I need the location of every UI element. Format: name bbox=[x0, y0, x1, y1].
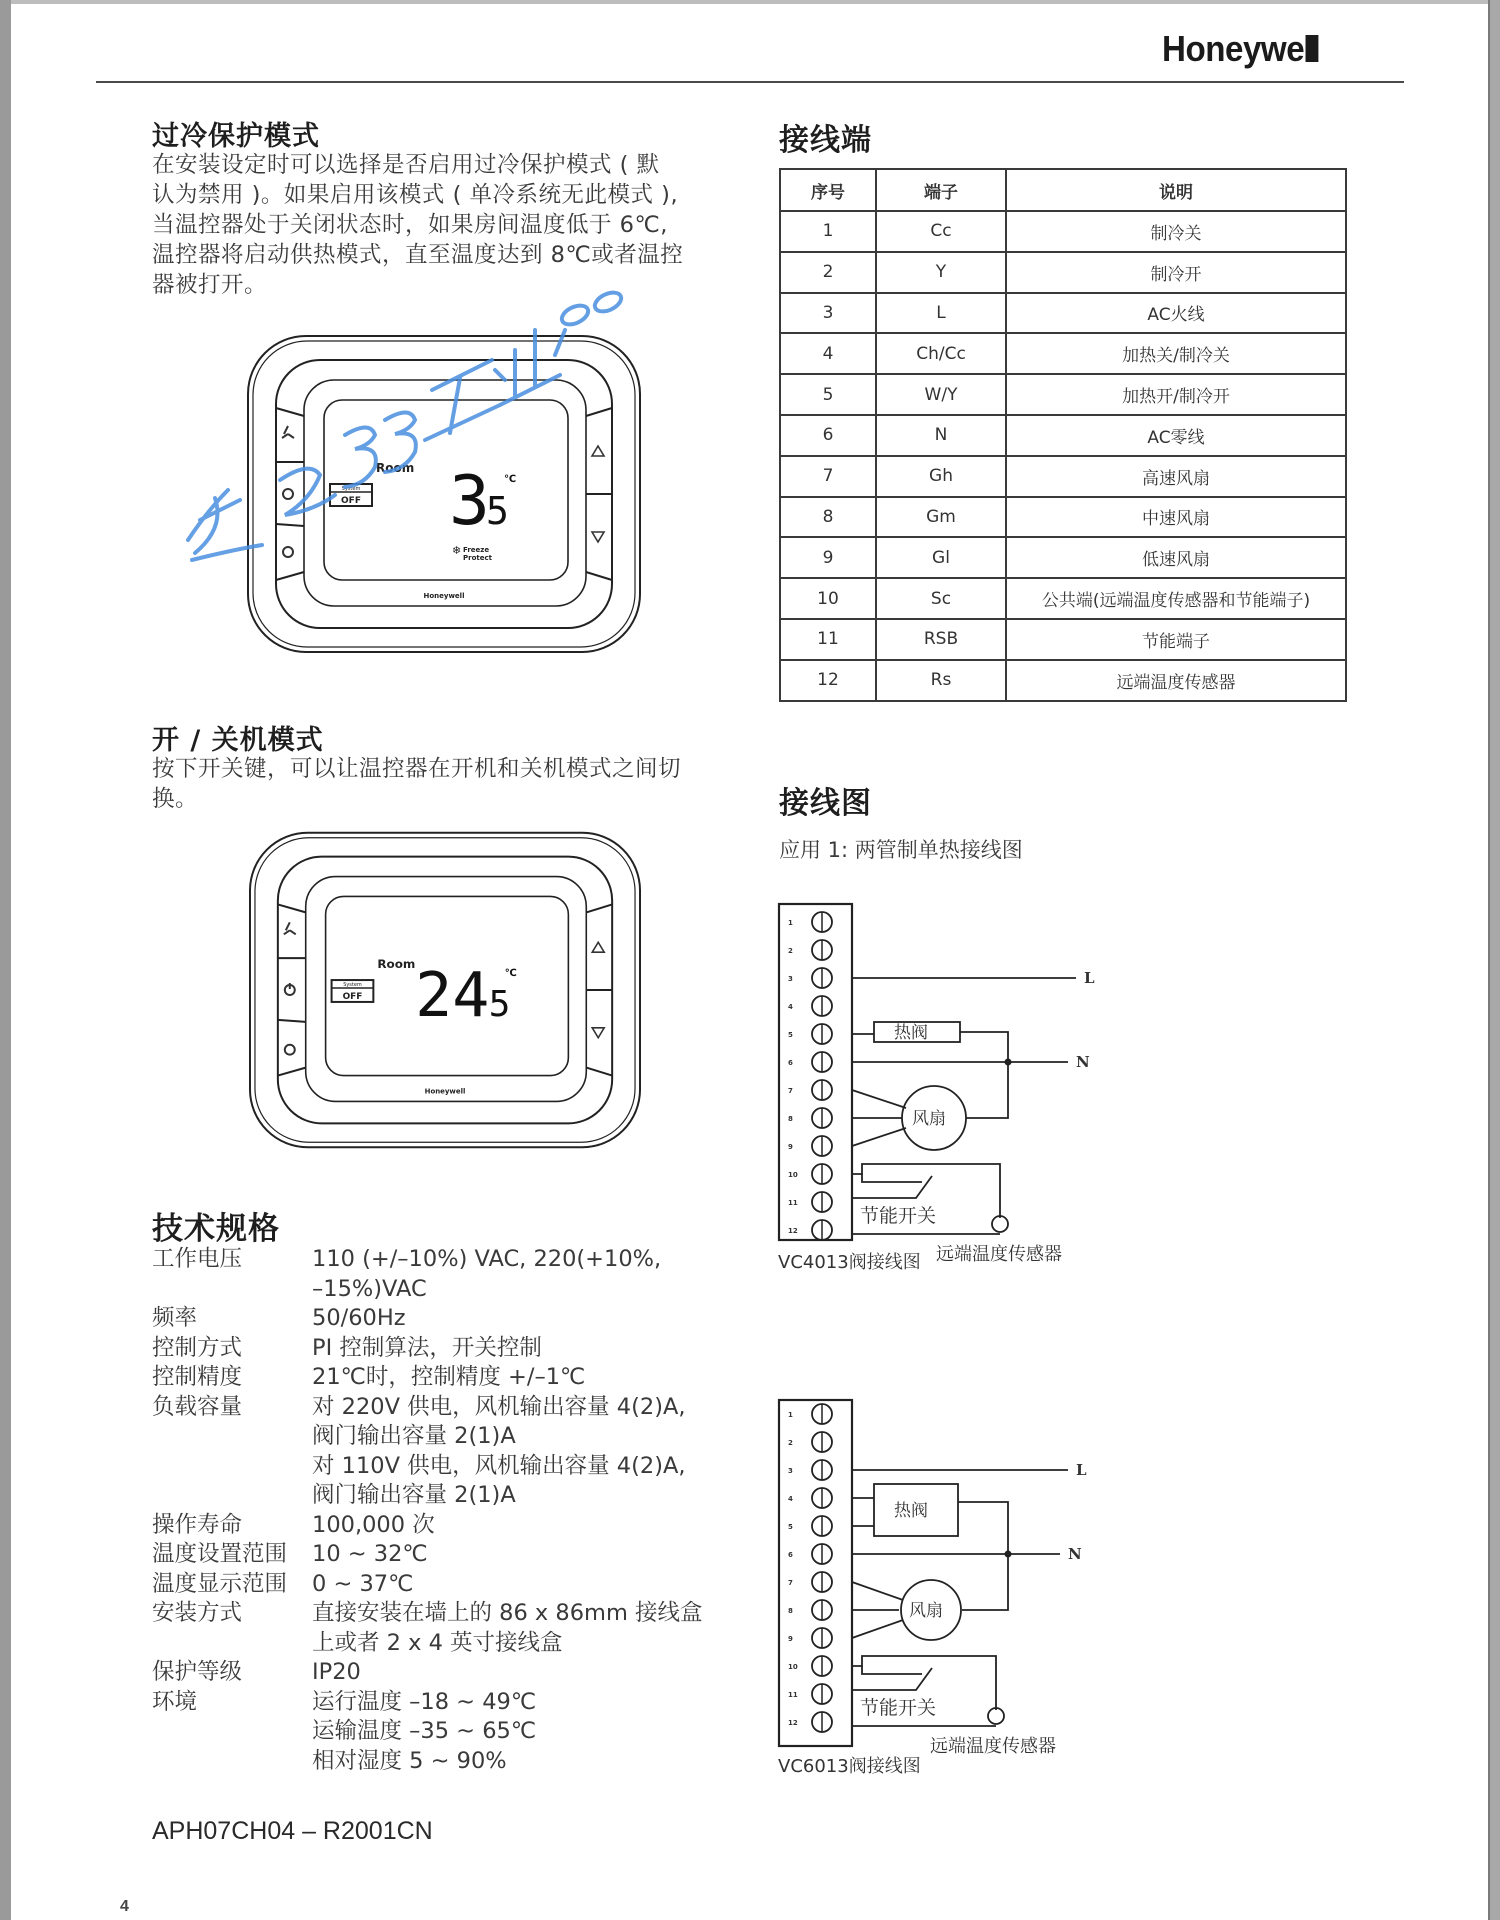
terminal-number: 4 bbox=[788, 1495, 793, 1503]
label-N: N bbox=[1068, 1545, 1082, 1563]
spec-row bbox=[152, 1363, 703, 1393]
spec-value-line: –15%)VAC bbox=[312, 1275, 427, 1302]
junction-dot bbox=[1005, 1551, 1012, 1558]
cell-index: 10 bbox=[780, 578, 876, 619]
spec-value bbox=[312, 1304, 406, 1334]
label-L: L bbox=[1084, 969, 1095, 987]
energy-switch-label: 节能开关 bbox=[860, 1205, 937, 1227]
spec-value bbox=[312, 1334, 542, 1364]
cell-index: 5 bbox=[780, 374, 876, 415]
terminal-number: 3 bbox=[788, 1467, 793, 1475]
spec-row bbox=[152, 1393, 703, 1511]
spec-value bbox=[312, 1393, 686, 1511]
spec-value-line: 0 ~ 37℃ bbox=[312, 1570, 414, 1597]
diagram-caption: VC4013阀接线图 bbox=[778, 1252, 921, 1273]
table-row bbox=[780, 374, 1346, 415]
body-line: 认为禁用 )。如果启用该模式 ( 单冷系统无此模式 ), bbox=[152, 182, 679, 208]
column-header-terminal: 端子 bbox=[876, 169, 1006, 211]
spec-value-line: 21℃时，控制精度 +/–1℃ bbox=[312, 1364, 586, 1390]
cell-terminal: Y bbox=[876, 252, 1006, 293]
terminal-number: 3 bbox=[788, 975, 793, 983]
table-row bbox=[780, 619, 1346, 660]
wires bbox=[852, 978, 1076, 1234]
lcd-screen bbox=[324, 400, 568, 580]
freeze-icon: ❄ bbox=[452, 544, 462, 557]
wiring-subtitle: 应用 1: 两管制单热接线图 bbox=[779, 838, 1023, 862]
freeze-protect-title: 过冷保护模式 bbox=[152, 121, 320, 152]
fan-label: 风扇 bbox=[912, 1109, 946, 1129]
remote-sensor-label: 远端温度传感器 bbox=[930, 1736, 1056, 1757]
spec-key: 安装方式 bbox=[152, 1600, 243, 1626]
spec-row bbox=[152, 1599, 703, 1658]
junction-dot bbox=[1005, 1059, 1012, 1066]
page-number: 4 bbox=[120, 1898, 129, 1915]
energy-switch-label: 节能开关 bbox=[860, 1697, 937, 1719]
remote-sensor-icon bbox=[988, 1708, 1004, 1724]
terminal-number: 8 bbox=[788, 1607, 793, 1615]
down-arrow-icon[interactable] bbox=[592, 532, 604, 542]
terminal-number: 9 bbox=[788, 1143, 793, 1151]
terminal-number: 12 bbox=[788, 1227, 798, 1235]
cell-description: 加热开/制冷开 bbox=[1006, 374, 1346, 415]
terminal-number: 10 bbox=[788, 1663, 798, 1671]
viewer-top-border bbox=[0, 0, 1500, 4]
terminal-number: 12 bbox=[788, 1719, 798, 1727]
spec-value bbox=[312, 1658, 361, 1688]
honeywell-logo bbox=[1162, 28, 1318, 70]
temp-decimal: 5 bbox=[486, 489, 509, 533]
terminal-number: 5 bbox=[788, 1523, 793, 1531]
terminal-number: 2 bbox=[788, 947, 793, 955]
label-N: N bbox=[1076, 1053, 1090, 1071]
table-row bbox=[780, 211, 1346, 252]
specs-title: 技术规格 bbox=[152, 1211, 280, 1247]
mode-button-icon bbox=[283, 489, 293, 499]
spec-value-line: 100,000 次 bbox=[312, 1511, 435, 1538]
fan-label: 风扇 bbox=[909, 1601, 943, 1621]
room-label: Room bbox=[376, 461, 415, 475]
body-line: 在安装设定时可以选择是否启用过冷保护模式 ( 默 bbox=[152, 152, 660, 178]
remote-sensor-icon bbox=[992, 1216, 1008, 1232]
power-button-icon bbox=[285, 983, 295, 995]
spec-value bbox=[312, 1245, 661, 1304]
spec-value-line: 上或者 2 x 4 英寸接线盒 bbox=[312, 1629, 563, 1656]
wiring-diagram-vc4013 bbox=[776, 900, 1106, 1290]
cell-index: 11 bbox=[780, 619, 876, 660]
spec-key: 工作电压 bbox=[152, 1246, 243, 1272]
cell-index: 8 bbox=[780, 497, 876, 538]
logo-block bbox=[1305, 35, 1318, 62]
viewer-scrollbar[interactable] bbox=[1488, 0, 1500, 1920]
cell-index: 6 bbox=[780, 415, 876, 456]
cell-index: 4 bbox=[780, 333, 876, 374]
cell-description: 公共端(远端温度传感器和节能端子) bbox=[1006, 578, 1346, 619]
brand-text: Honeywe bbox=[1162, 28, 1305, 69]
cell-description: 低速风扇 bbox=[1006, 537, 1346, 578]
spec-value-line: 50/60Hz bbox=[312, 1305, 406, 1331]
viewer-left-border bbox=[0, 0, 11, 1920]
spec-value-line: 运输温度 –35 ~ 65℃ bbox=[312, 1718, 537, 1744]
spec-row bbox=[152, 1304, 703, 1334]
cell-description: AC火线 bbox=[1006, 293, 1346, 334]
cell-description: 中速风扇 bbox=[1006, 497, 1346, 538]
temp-unit: ℃ bbox=[504, 474, 517, 485]
system-label: System bbox=[343, 982, 362, 989]
column-header-description: 说明 bbox=[1006, 169, 1346, 211]
terminal-number: 11 bbox=[788, 1199, 798, 1207]
spec-value-line: 对 220V 供电，风机输出容量 4(2)A, bbox=[312, 1393, 686, 1420]
terminal-number: 9 bbox=[788, 1635, 793, 1643]
spec-key: 保护等级 bbox=[152, 1659, 243, 1685]
onoff-mode-body bbox=[152, 754, 681, 814]
cell-terminal: Gl bbox=[876, 537, 1006, 578]
terminal-number: 7 bbox=[788, 1087, 793, 1095]
table-row bbox=[780, 293, 1346, 334]
freeze-protect-body bbox=[152, 150, 683, 300]
spec-value-line: 10 ~ 32℃ bbox=[312, 1541, 428, 1567]
table-row bbox=[780, 456, 1346, 497]
spec-row bbox=[152, 1570, 703, 1600]
header-rule bbox=[96, 81, 1404, 83]
temp-main: 3 bbox=[449, 462, 490, 541]
cell-description: 加热关/制冷关 bbox=[1006, 333, 1346, 374]
cell-terminal: Cc bbox=[876, 211, 1006, 252]
outer-bezel bbox=[248, 336, 640, 652]
terminal-number: 5 bbox=[788, 1031, 793, 1039]
table-row bbox=[780, 578, 1346, 619]
temp-unit: ℃ bbox=[504, 968, 517, 980]
specs-list bbox=[152, 1245, 703, 1776]
cell-description: 制冷开 bbox=[1006, 252, 1346, 293]
terminal-number: 8 bbox=[788, 1115, 793, 1123]
table-row bbox=[780, 497, 1346, 538]
cell-terminal: Gm bbox=[876, 497, 1006, 538]
valve-label: 热阀 bbox=[894, 1501, 928, 1521]
cell-description: 制冷关 bbox=[1006, 211, 1346, 252]
table-row bbox=[780, 660, 1346, 701]
spec-row bbox=[152, 1688, 703, 1777]
spec-value bbox=[312, 1540, 428, 1570]
cell-index: 9 bbox=[780, 537, 876, 578]
spec-value bbox=[312, 1599, 703, 1658]
terminal-number: 1 bbox=[788, 1411, 793, 1419]
protect-label: Protect bbox=[463, 554, 492, 562]
cell-description: 节能端子 bbox=[1006, 619, 1346, 660]
spec-key: 环境 bbox=[152, 1688, 198, 1715]
remote-sensor-label: 远端温度传感器 bbox=[936, 1244, 1062, 1265]
table-row bbox=[780, 537, 1346, 578]
spec-row bbox=[152, 1658, 703, 1688]
off-label: OFF bbox=[342, 991, 363, 1002]
power-button-icon bbox=[283, 547, 293, 557]
watermark-text: 楚乙羽工业oo bbox=[170, 270, 177, 271]
fan-button-icon bbox=[284, 922, 296, 934]
cell-index: 7 bbox=[780, 456, 876, 497]
up-arrow-icon[interactable] bbox=[592, 446, 604, 456]
thermostat-freeze-illustration bbox=[246, 334, 642, 654]
wiring-diagram-vc6013 bbox=[776, 1396, 1106, 1786]
terminal-number: 6 bbox=[788, 1551, 793, 1559]
body-line: 器被打开。 bbox=[152, 272, 268, 298]
terminal-number: 1 bbox=[788, 919, 793, 927]
mode-button-icon bbox=[285, 1045, 295, 1055]
device-brand: Honeywell bbox=[423, 592, 465, 600]
cell-terminal: N bbox=[876, 415, 1006, 456]
spec-value-line: 相对湿度 5 ~ 90% bbox=[312, 1747, 507, 1774]
thermostat-onoff-illustration bbox=[248, 830, 642, 1150]
spec-value-line: 直接安装在墙上的 86 x 86mm 接线盒 bbox=[312, 1600, 703, 1626]
spec-value bbox=[312, 1511, 435, 1541]
cell-terminal: Gh bbox=[876, 456, 1006, 497]
temp-decimal: 5 bbox=[488, 983, 511, 1025]
table-header-row bbox=[780, 169, 1346, 211]
label-L: L bbox=[1076, 1461, 1087, 1479]
spec-value-line: 对 110V 供电，风机输出容量 4(2)A, bbox=[312, 1452, 686, 1479]
spec-value-line: 阀门输出容量 2(1)A bbox=[312, 1482, 516, 1508]
document-code: APH07CH04 – R2001CN bbox=[152, 1817, 433, 1845]
cell-index: 3 bbox=[780, 293, 876, 334]
energy-switch bbox=[852, 1668, 932, 1690]
cell-index: 1 bbox=[780, 211, 876, 252]
spec-value-line: IP20 bbox=[312, 1659, 361, 1685]
freeze-label: Freeze bbox=[463, 546, 490, 554]
system-label: System bbox=[341, 486, 361, 492]
terminals-table bbox=[779, 168, 1347, 702]
down-arrow-icon[interactable] bbox=[592, 1028, 604, 1038]
onoff-mode-title: 开 / 关机模式 bbox=[152, 725, 324, 756]
body-line: 按下开关键，可以让温控器在开机和关机模式之间切 bbox=[152, 756, 682, 782]
terminal-number: 10 bbox=[788, 1171, 798, 1179]
table-row bbox=[780, 415, 1346, 456]
spec-key: 控制方式 bbox=[152, 1334, 243, 1361]
spec-row bbox=[152, 1245, 703, 1304]
cell-terminal: W/Y bbox=[876, 374, 1006, 415]
fan-button-icon bbox=[282, 426, 294, 438]
cell-terminal: L bbox=[876, 293, 1006, 334]
spec-value bbox=[312, 1688, 536, 1777]
spec-key: 控制精度 bbox=[152, 1364, 243, 1390]
diagram-caption: VC6013阀接线图 bbox=[778, 1756, 921, 1777]
spec-value-line: 阀门输出容量 2(1)A bbox=[312, 1423, 516, 1449]
spec-key: 温度设置范围 bbox=[152, 1541, 288, 1567]
wires bbox=[852, 1470, 1068, 1726]
terminals-title: 接线端 bbox=[779, 123, 872, 158]
terminal-number: 6 bbox=[788, 1059, 793, 1067]
spec-value bbox=[312, 1570, 413, 1600]
terminal-number: 7 bbox=[788, 1579, 793, 1587]
cell-description: 高速风扇 bbox=[1006, 456, 1346, 497]
body-line: 当温控器处于关闭状态时，如果房间温度低于 6℃, bbox=[152, 212, 668, 238]
spec-key: 频率 bbox=[152, 1305, 198, 1331]
room-label: Room bbox=[377, 957, 416, 972]
spec-row bbox=[152, 1511, 703, 1541]
cell-terminal: Rs bbox=[876, 660, 1006, 701]
terminal-number: 11 bbox=[788, 1691, 798, 1699]
wiring-title: 接线图 bbox=[779, 786, 872, 821]
table-row bbox=[780, 252, 1346, 293]
temp-main: 24 bbox=[415, 958, 490, 1031]
spec-key: 负载容量 bbox=[152, 1393, 243, 1420]
cell-description: AC零线 bbox=[1006, 415, 1346, 456]
spec-value-line: 运行温度 –18 ~ 49℃ bbox=[312, 1688, 537, 1715]
cell-index: 12 bbox=[780, 660, 876, 701]
body-line: 温控器将启动供热模式，直至温度达到 8℃或者温控 bbox=[152, 242, 684, 268]
spec-value bbox=[312, 1363, 585, 1393]
device-brand: Honeywell bbox=[424, 1087, 466, 1096]
terminal-number: 2 bbox=[788, 1439, 793, 1447]
valve-label: 热阀 bbox=[894, 1023, 928, 1043]
energy-switch bbox=[852, 1176, 932, 1198]
table-row bbox=[780, 333, 1346, 374]
spec-value-line: PI 控制算法，开关控制 bbox=[312, 1334, 542, 1361]
cell-terminal: RSB bbox=[876, 619, 1006, 660]
spec-value-line: 110 (+/–10%) VAC, 220(+10%, bbox=[312, 1246, 662, 1272]
cell-terminal: Sc bbox=[876, 578, 1006, 619]
cell-index: 2 bbox=[780, 252, 876, 293]
spec-key: 温度显示范围 bbox=[152, 1570, 288, 1597]
spec-row bbox=[152, 1334, 703, 1364]
column-header-index: 序号 bbox=[780, 169, 876, 211]
spec-row bbox=[152, 1540, 703, 1570]
cell-terminal: Ch/Cc bbox=[876, 333, 1006, 374]
spec-key: 操作寿命 bbox=[152, 1511, 243, 1538]
body-line: 换。 bbox=[152, 786, 199, 812]
off-label: OFF bbox=[341, 496, 361, 506]
up-arrow-icon[interactable] bbox=[592, 942, 604, 952]
cell-description: 远端温度传感器 bbox=[1006, 660, 1346, 701]
terminal-number: 4 bbox=[788, 1003, 793, 1011]
